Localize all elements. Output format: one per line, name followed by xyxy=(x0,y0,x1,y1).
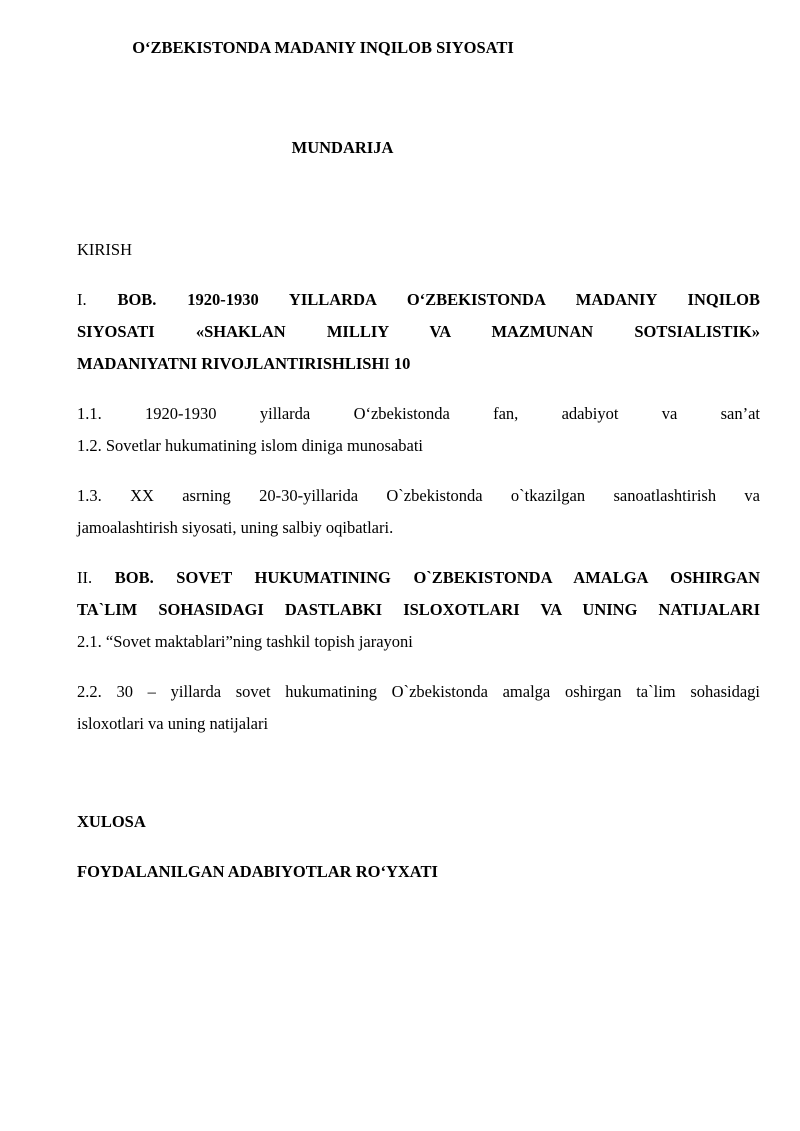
toc-chapter-1 xyxy=(77,284,760,380)
document-title: O‘ZBEKISTONDA MADANIY INQILOB SIYOSATI xyxy=(132,38,514,57)
toc-section-2-2 xyxy=(77,676,760,740)
toc-references: FOYDALANILGAN ADABIYOTLAR RO‘YXATI xyxy=(77,862,438,881)
chapter-1-title-line1: BOB. 1920-1930 YILLARDA O‘ZBEKISTONDA MADANIY INQILOB xyxy=(117,290,760,309)
chapter-1-title-suffix: I xyxy=(384,354,390,373)
page xyxy=(77,0,760,1131)
section-2-2-line2: isloxotlari va uning natijalari xyxy=(77,714,269,733)
chapter-2-title-line2: TA`LIM SOHASIDAGI DASTLABKI ISLOXOTLARI VA UNING NATIJALARI xyxy=(77,600,760,619)
chapter-1-number: I. xyxy=(77,290,87,309)
contents-heading: MUNDARIJA xyxy=(291,138,394,157)
toc-section-1-1: 1.1. 1920-1930 yillarda O‘zbekistonda fan, adabiyot va san’at xyxy=(77,404,760,423)
toc-section-2-1: 2.1. “Sovet maktablari”ning tashkil topish jarayoni xyxy=(77,632,413,651)
table-of-contents xyxy=(77,234,760,888)
chapter-2-number: II. xyxy=(77,568,93,587)
chapter-1-title-line2: SIYOSATI «SHAKLAN MILLIY VA MAZMUNAN SOTSIALISTIK» xyxy=(77,322,760,341)
section-1-3-line2: jamoalashtirish siyosati, uning salbiy oqibatlari. xyxy=(77,518,394,537)
section-2-2-line1: 2.2. 30 – yillarda sovet hukumatining O`zbekistonda amalga oshirgan ta`lim sohasidagi xyxy=(77,682,760,701)
toc-section-1-3 xyxy=(77,480,760,544)
toc-intro: KIRISH xyxy=(77,240,133,259)
chapter-1-page-number: 10 xyxy=(389,354,411,373)
toc-conclusion: XULOSA xyxy=(77,812,146,831)
chapter-1-title-line3: MADANIYATNI RIVOJLANTIRISHLISH xyxy=(77,354,385,373)
chapter-2-title-line1: BOB. SOVET HUKUMATINING O`ZBEKISTONDA AMALGA OSHIRGAN xyxy=(114,568,760,587)
toc-section-1-2: 1.2. Sovetlar hukumatining islom diniga munosabati xyxy=(77,436,424,455)
toc-chapter-2 xyxy=(77,562,760,626)
section-1-3-line1: 1.3. XX asrning 20-30-yillarida O`zbekistonda o`tkazilgan sanoatlashtirish va xyxy=(77,486,760,505)
